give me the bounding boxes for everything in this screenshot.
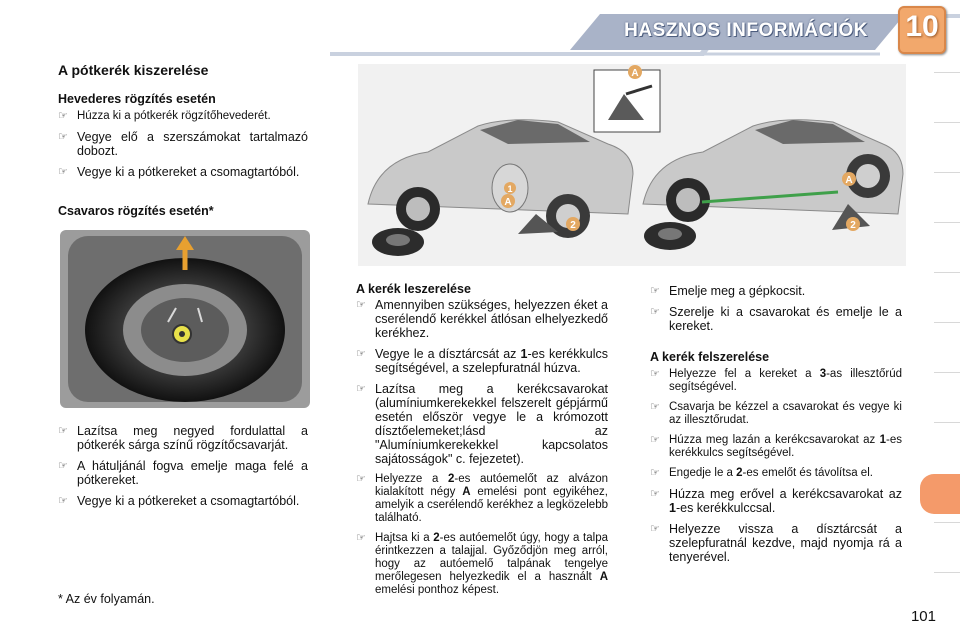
pointer-icon: ☞ [356, 532, 366, 544]
footnote: * Az év folyamán. [58, 592, 155, 606]
section-title: A pótkerék kiszerelése [58, 62, 209, 78]
list-item: ☞ Húzza ki a pótkerék rögzítőhevederét. [58, 110, 271, 122]
screw-heading: Csavaros rögzítés esetén* [58, 204, 214, 218]
pointer-icon: ☞ [58, 166, 68, 178]
svg-text:2: 2 [570, 220, 576, 231]
pointer-icon: ☞ [650, 401, 660, 413]
pointer-icon: ☞ [356, 473, 366, 485]
svg-text:A: A [504, 197, 512, 208]
chapter-title: HASZNOS INFORMÁCIÓK [624, 20, 868, 41]
list-item: ☞ Lazítsa meg negyed fordulattal a pótkerék sárga színű rögzítőcsavarját. [58, 424, 308, 452]
chapter-tab[interactable] [934, 72, 960, 113]
page-number: 101 [910, 608, 936, 625]
chapter-tab[interactable] [934, 322, 960, 363]
refit-steps [650, 368, 902, 571]
pointer-icon: ☞ [650, 285, 660, 297]
removal-heading: A kerék leszerelése [356, 282, 471, 296]
pointer-icon: ☞ [650, 467, 660, 479]
chapter-number: 10 [905, 10, 939, 43]
chapter-tab[interactable] [934, 372, 960, 413]
callout-marker [566, 217, 580, 231]
pointer-icon: ☞ [58, 425, 68, 437]
list-item: ☞ Helyezze vissza a dísztárcsát a szelepfuratnál kezdve, majd nyomja rá a tenyerével. [650, 522, 902, 564]
chapter-tab[interactable] [934, 172, 960, 213]
chapter-tab-active[interactable] [920, 474, 960, 514]
list-item: ☞ Csavarja be kézzel a csavarokat és vegye ki az illesztőrudat. [650, 401, 902, 426]
chapter-tab[interactable] [934, 272, 960, 313]
pointer-icon: ☞ [356, 348, 366, 360]
list-item: ☞ Amennyiben szükséges, helyezzen éket a cserélendő kerékkel átlósan elhelyezkedő kerékhez. [356, 298, 608, 340]
list-item: ☞ Vegye ki a pótkereket a csomagtartóból. [58, 165, 300, 179]
chapter-tab[interactable] [934, 122, 960, 163]
list-item: ☞ Vegye ki a pótkereket a csomagtartóból. [58, 494, 300, 508]
pointer-icon: ☞ [58, 131, 68, 143]
refit-heading: A kerék felszerelése [650, 350, 770, 364]
pointer-icon: ☞ [58, 110, 68, 122]
svg-text:1: 1 [507, 184, 513, 194]
list-item: ☞ Emelje meg a gépkocsit. [650, 284, 806, 298]
callout-marker [842, 172, 856, 186]
chapter-tab[interactable] [934, 222, 960, 263]
strap-steps [58, 110, 308, 186]
list-item: ☞ A hátuljánál fogva emelje maga felé a pótkereket. [58, 459, 308, 487]
pointer-icon: ☞ [356, 383, 366, 395]
pointer-icon: ☞ [650, 434, 660, 446]
jack-inset-image [594, 70, 660, 132]
chapter-tabs [934, 62, 960, 602]
list-item: ☞ Lazítsa meg a kerékcsavarokat (alumíniumkerekekkel felszerelt gépjármű esetén először vegye le a krómozott dísztőelemeket;lásd az "Alumíniumkerekekkel kapcsolatos sajátosságok" c. fejezetet). [356, 382, 608, 466]
list-item: ☞ Hajtsa ki a 2-es autóemelőt úgy, hogy a talpa érintkezzen a talajjal. Győződjön meg arról, hogy az autóemelő talpának tengelye merőlegesen helyezkedik el a használt A emelési ponthoz képest. [356, 532, 608, 596]
strap-heading: Hevederes rögzítés esetén [58, 92, 216, 106]
pointer-icon: ☞ [650, 306, 660, 318]
pointer-icon: ☞ [650, 488, 660, 500]
lift-steps [650, 284, 902, 340]
pointer-icon: ☞ [58, 495, 68, 507]
pointer-icon: ☞ [650, 368, 660, 380]
callout-marker [501, 194, 515, 208]
chapter-tab[interactable] [934, 522, 960, 563]
list-item: ☞ Húzza meg erővel a kerékcsavarokat az 1-es kerékkulccsal. [650, 487, 902, 515]
list-item: ☞ Engedje le a 2-es emelőt és távolítsa el. [650, 467, 873, 479]
wheel-change-illustration [358, 64, 906, 266]
list-item: ☞ Vegye elő a szerszámokat tartalmazó dobozt. [58, 130, 308, 158]
list-item: ☞ Vegye le a dísztárcsát az 1-es kerékkulcs segítségével, a szelepfuratnál húzva. [356, 347, 608, 375]
callout-marker [628, 65, 642, 79]
chapter-tab[interactable] [934, 422, 960, 463]
pointer-icon: ☞ [58, 460, 68, 472]
pointer-icon: ☞ [650, 523, 660, 535]
svg-text:A: A [845, 175, 853, 186]
list-item: ☞ Helyezze a 2-es autóemelőt az alvázon kialakított négy A emelési pont egyikéhez, amelyik a cserélendő kerékhez a legközelebb található. [356, 473, 608, 524]
list-item: ☞ Szerelje ki a csavarokat és emelje le a kereket. [650, 305, 902, 333]
chapter-tab[interactable] [934, 572, 960, 613]
removal-steps [356, 298, 608, 604]
svg-text:A: A [631, 68, 639, 79]
svg-text:2: 2 [850, 220, 856, 231]
list-item: ☞ Húzza meg lazán a kerékcsavarokat az 1-es kerékkulcs segítségével. [650, 434, 902, 459]
callout-marker [846, 217, 860, 231]
list-item: ☞ Helyezze fel a kereket a 3-as illesztőrúd segítségével. [650, 368, 902, 393]
pointer-icon: ☞ [356, 299, 366, 311]
spare-wheel-well-image [60, 230, 310, 408]
screw-steps [58, 424, 308, 515]
callout-marker [504, 182, 516, 194]
